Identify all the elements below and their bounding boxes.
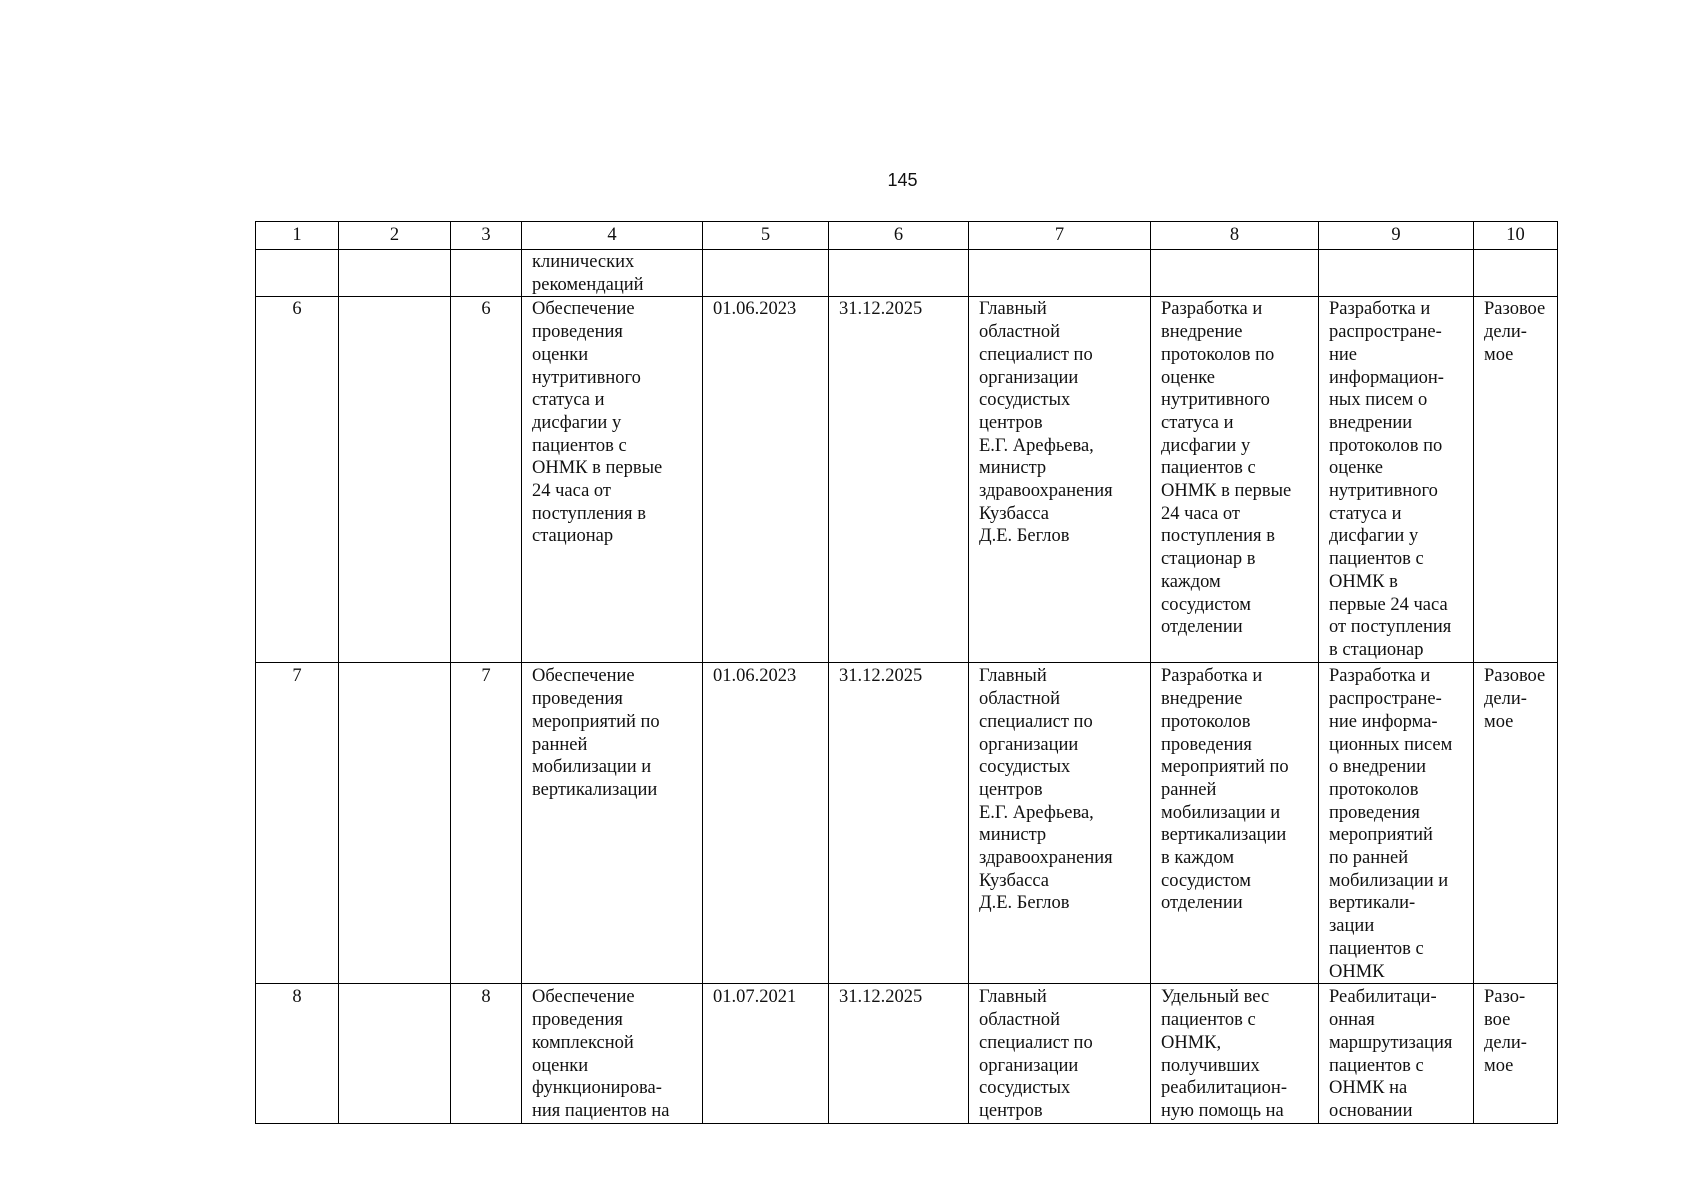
table-cell xyxy=(1319,250,1474,297)
table-cell xyxy=(969,250,1151,297)
end-date-cell: 31.12.2025 xyxy=(829,663,969,984)
activity-cell: Обеспечение проведения оценки нутритивного статуса и дисфагии у пациентов с ОНМК в первые 24 часа от поступления в стационар xyxy=(522,297,703,663)
activity-cell: Обеспечение проведения комплексной оценки функционирова- ния пациентов на xyxy=(522,984,703,1123)
table-cell xyxy=(339,250,451,297)
row-number-cell: 7 xyxy=(256,663,339,984)
table-cell xyxy=(829,250,969,297)
result-cell: Удельный вес пациентов с ОНМК, получивших реабилитацион- ную помощь на xyxy=(1151,984,1319,1123)
type-cell: Разо- вое дели- мое xyxy=(1474,984,1558,1123)
table-cell xyxy=(339,297,451,663)
responsible-cell: Главный областной специалист по организации сосудистых центров Е.Г. Арефьева, министр здравоохранения Кузбасса Д.Е. Беглов xyxy=(969,297,1151,663)
header-cell: 1 xyxy=(256,222,339,250)
table-cell: клинических рекомендаций xyxy=(522,250,703,297)
column-number-header xyxy=(256,222,1558,250)
header-cell: 9 xyxy=(1319,222,1474,250)
type-cell: Разовое дели- мое xyxy=(1474,297,1558,663)
header-cell: 5 xyxy=(703,222,829,250)
description-cell: Разработка и распростране- ние информа- ционных писем о внедрении протоколов проведения мероприятий по ранней мобилизации и вертикали- зации пациентов с ОНМК xyxy=(1319,663,1474,984)
plan-table xyxy=(255,221,1558,1124)
row-number-cell: 6 xyxy=(256,297,339,663)
start-date-cell: 01.06.2023 xyxy=(703,297,829,663)
table-cell xyxy=(1151,250,1319,297)
table-row xyxy=(256,984,1558,1123)
page-number: 145 xyxy=(887,170,918,190)
table-cell xyxy=(339,663,451,984)
description-cell: Реабилитаци- онная маршрутизация пациентов с ОНМК на основании xyxy=(1319,984,1474,1123)
table-cell xyxy=(451,250,522,297)
header-cell: 3 xyxy=(451,222,522,250)
start-date-cell: 01.06.2023 xyxy=(703,663,829,984)
activity-cell: Обеспечение проведения мероприятий по ранней мобилизации и вертикализации xyxy=(522,663,703,984)
result-cell: Разработка и внедрение протоколов по оценке нутритивного статуса и дисфагии у пациентов с ОНМК в первые 24 часа от поступления в стационар в каждом сосудистом отделении xyxy=(1151,297,1319,663)
table-cell xyxy=(339,984,451,1123)
table-cell xyxy=(256,250,339,297)
description-cell: Разработка и распростране- ние информацион- ных писем о внедрении протоколов по оценке нутритивного статуса и дисфагии у пациентов с ОНМК в первые 24 часа от поступления в стационар xyxy=(1319,297,1474,663)
header-cell: 6 xyxy=(829,222,969,250)
table-cell xyxy=(1474,250,1558,297)
table-cell: 6 xyxy=(451,297,522,663)
header-cell: 8 xyxy=(1151,222,1319,250)
responsible-cell: Главный областной специалист по организации сосудистых центров Е.Г. Арефьева, министр здравоохранения Кузбасса Д.Е. Беглов xyxy=(969,663,1151,984)
table-cell: 7 xyxy=(451,663,522,984)
header-cell: 10 xyxy=(1474,222,1558,250)
header-cell: 2 xyxy=(339,222,451,250)
header-cell: 4 xyxy=(522,222,703,250)
end-date-cell: 31.12.2025 xyxy=(829,297,969,663)
start-date-cell: 01.07.2021 xyxy=(703,984,829,1123)
continuation-row xyxy=(256,250,1558,297)
table-cell: 8 xyxy=(451,984,522,1123)
responsible-cell: Главный областной специалист по организации сосудистых центров xyxy=(969,984,1151,1123)
result-cell: Разработка и внедрение протоколов проведения мероприятий по ранней мобилизации и вертикализации в каждом сосудистом отделении xyxy=(1151,663,1319,984)
end-date-cell: 31.12.2025 xyxy=(829,984,969,1123)
header-cell: 7 xyxy=(969,222,1151,250)
row-number-cell: 8 xyxy=(256,984,339,1123)
table-cell xyxy=(703,250,829,297)
table-row xyxy=(256,663,1558,984)
table-row xyxy=(256,297,1558,663)
type-cell: Разовое дели- мое xyxy=(1474,663,1558,984)
